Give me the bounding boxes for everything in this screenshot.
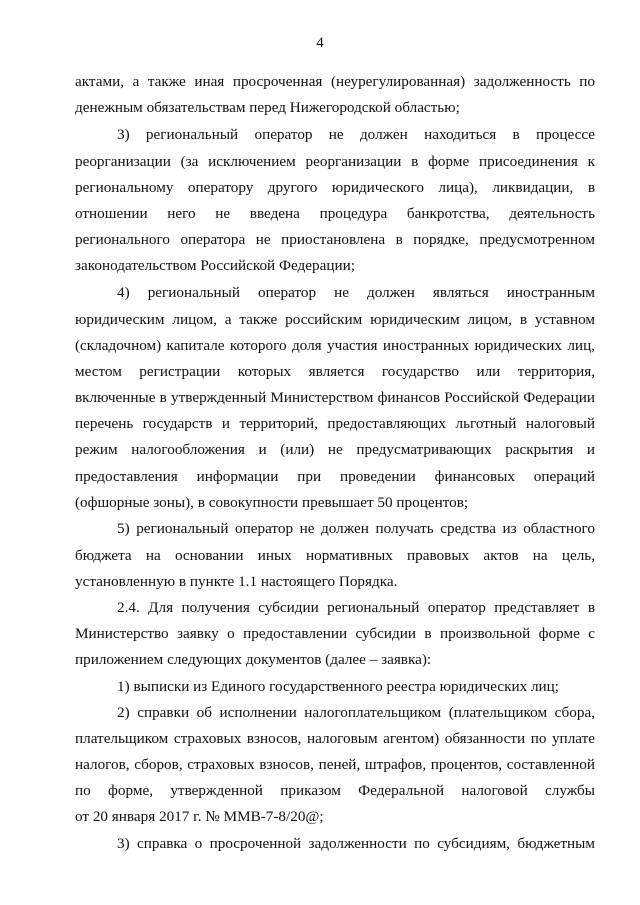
text-line: реорганизации (за исключением реорганизации в форме присоединения к bbox=[75, 153, 595, 170]
text-line: местом регистрации которых является государство или территория, bbox=[75, 363, 595, 380]
text-line: плательщиком страховых взносов, налоговым агентом) обязанности по уплате bbox=[75, 730, 595, 747]
page-number: 4 bbox=[316, 35, 324, 51]
text-line: 3) справка о просроченной задолженности по субсидиям, бюджетным bbox=[117, 835, 595, 852]
text-line: бюджета на основании иных нормативных правовых актов на цель, bbox=[75, 547, 595, 564]
text-line: предоставления информации при проведении финансовых операций bbox=[75, 468, 595, 485]
text-line: режим налогообложения и (или) не предусматривающих раскрытия и bbox=[75, 441, 595, 458]
text-line: налогов, сборов, страховых взносов, пеней, штрафов, процентов, составленной bbox=[75, 756, 595, 773]
text-line: отношении него не введена процедура банкротства, деятельность bbox=[75, 205, 595, 222]
text-line: 5) региональный оператор не должен получать средства из областного bbox=[117, 520, 595, 537]
text-line: 4) региональный оператор не должен являться иностранным bbox=[117, 284, 595, 301]
text-line: денежным обязательствам перед Нижегородской областью; bbox=[75, 99, 460, 116]
text-line: от 20 января 2017 г. № ММВ-7-8/20@; bbox=[75, 808, 324, 825]
text-line: (офшорные зоны), в совокупности превышает 50 процентов; bbox=[75, 494, 469, 511]
text-line: Министерство заявку о предоставлении субсидии в произвольной форме с bbox=[75, 625, 595, 642]
text-line: законодательством Российской Федерации; bbox=[75, 257, 355, 274]
text-line: установленную в пункте 1.1 настоящего Порядка. bbox=[75, 573, 398, 590]
text-line: 1) выписки из Единого государственного реестра юридических лиц; bbox=[117, 678, 560, 695]
text-line: 2) справки об исполнении налогоплательщиком (плательщиком сбора, bbox=[117, 704, 595, 721]
text-line: юридическим лицом, а также российским юридическим лицом, в уставном bbox=[75, 311, 595, 328]
text-line: 3) региональный оператор не должен находиться в процессе bbox=[117, 126, 595, 143]
text-line: (складочном) капитале которого доля участия иностранных юридических лиц, bbox=[75, 337, 595, 354]
text-line: актами, а также иная просроченная (неурегулированная) задолженность по bbox=[75, 73, 595, 90]
text-line: перечень государств и территорий, предоставляющих льготный налоговый bbox=[75, 415, 595, 432]
text-line: по форме, утвержденной приказом Федеральной налоговой службы bbox=[75, 782, 595, 799]
text-line: включенные в утвержденный Министерством финансов Российской Федерации bbox=[75, 389, 595, 406]
text-line: регионального оператора не приостановлена в порядке, предусмотренном bbox=[75, 231, 595, 248]
text-line: 2.4. Для получения субсидии региональный оператор представляет в bbox=[117, 599, 595, 616]
text-line: региональному оператору другого юридического лица), ликвидации, в bbox=[75, 179, 595, 196]
text-line: приложением следующих документов (далее – заявка): bbox=[75, 651, 432, 668]
